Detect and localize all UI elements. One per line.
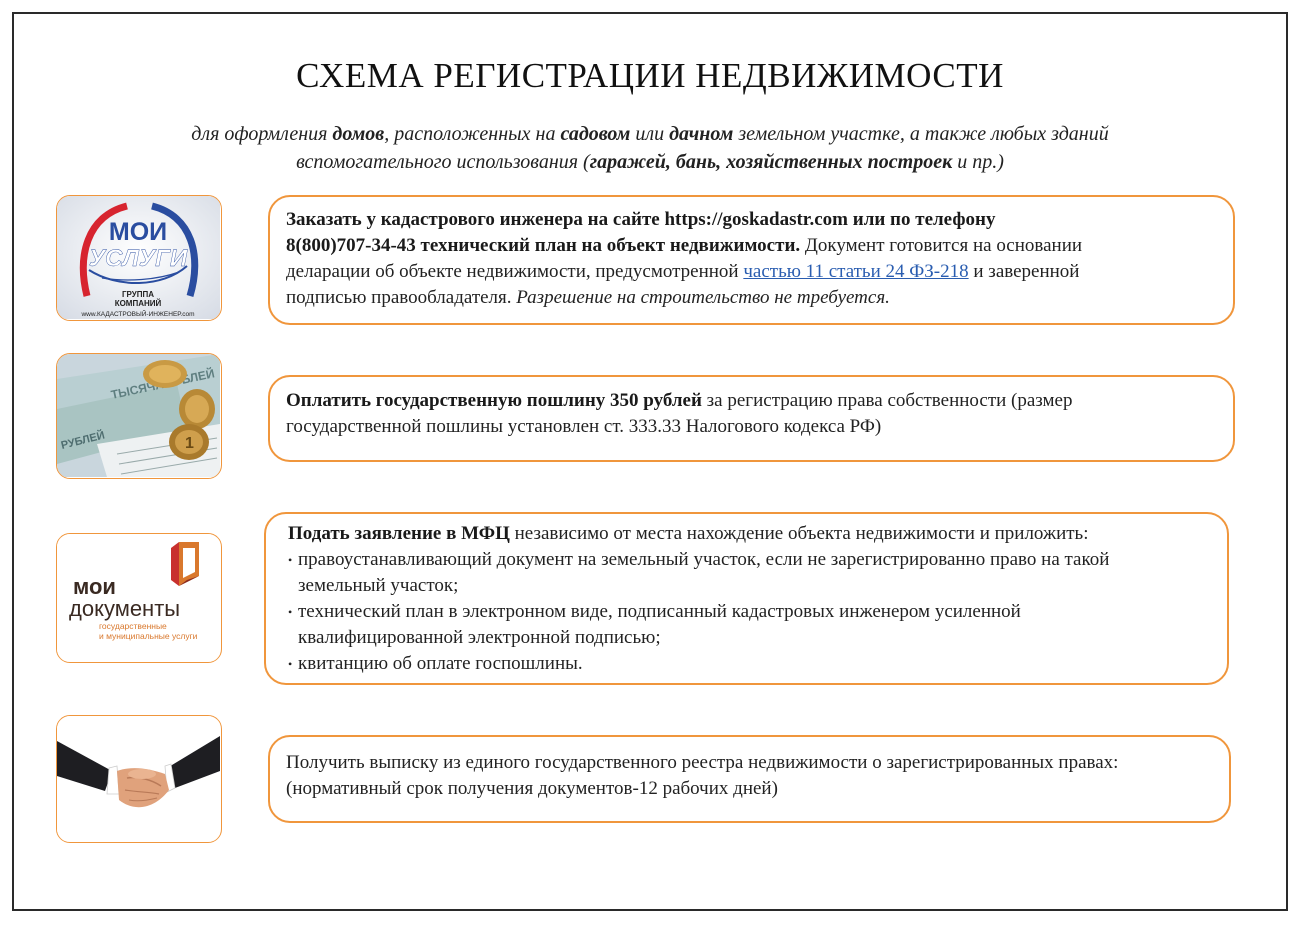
step-2-card: Оплатить государственную пошлину 350 рублей за регистрацию права собственности (размер государственной пошлины установлен ст. 333.33 Налогового кодекса РФ) <box>268 375 1235 462</box>
page-title: СХЕМА РЕГИСТРАЦИИ НЕДВИЖИМОСТИ <box>296 56 1004 95</box>
list-item: • квитанцию об оплате госпошлины. <box>288 653 583 674</box>
step-1-card: Заказать у кадастрового инженера на сайте https://goskadastr.com или по телефону 8(800)707-34-43 технический план на объект недвижимости. Документ готовится на основании деларации об объекте недвижимости, предусмотренной частью 11 статьи 24 ФЗ-218 и заверенной подписью правообладателя. Разрешение на строительство не требуется. <box>268 195 1235 325</box>
banknote-text-2: РУБЛЕЙ <box>59 429 107 452</box>
step-4-card: Получить выписку из единого государственного реестра недвижимости о зарегистрированных правах: (нормативный срок получения документов-12 рабочих дней) <box>268 735 1231 823</box>
moi-uslugi-line1: МОИ <box>108 218 168 246</box>
moi-dokumenty-line1: мои <box>73 574 116 599</box>
law-link[interactable]: частью 11 статьи 24 ФЗ-218 <box>743 261 969 282</box>
money-photo <box>56 353 222 479</box>
moi-uslugi-logo <box>56 195 222 321</box>
moi-dokumenty-line4: и муниципальные услуги <box>99 631 198 641</box>
coin-digit: 1 <box>185 435 194 452</box>
moi-uslugi-url: www.КАДАСТРОВЫЙ-ИНЖЕНЕР.com <box>81 311 195 318</box>
moi-dokumenty-line2: документы <box>69 596 181 621</box>
moi-dokumenty-line3: государственные <box>99 621 167 631</box>
list-item: • технический план в электронном виде, подписанный кадастровых инженером усиленной квалифицированной электронной подписью; <box>288 601 1021 648</box>
moi-dokumenty-logo <box>56 533 222 663</box>
moi-uslugi-line4: КОМПАНИЙ <box>114 299 162 308</box>
page-subtitle: для оформления домов, расположенных на садовом или дачном земельном участке, а также любых зданий вспомогательного использования (гаражей, бань, хозяйственных построек и пр.) <box>191 123 1109 173</box>
moi-uslugi-line3: ГРУППА <box>121 290 155 299</box>
handshake-photo <box>56 715 222 843</box>
list-item: • правоустанавливающий документ на земельный участок, если не зарегистрированно право на такой земельный участок; <box>288 549 1110 596</box>
banknote-text: ТЫСЯЧА РУБЛЕЙ <box>109 366 216 402</box>
step-3-card: Подать заявление в МФЦ независимо от места нахождение объекта недвижимости и приложить: • правоустанавливающий документ на земельный участок, если не зарегистрированно право на такой земельный участок; • технический план в электронном виде, подписанный кадастровых инженером усиленной квалифицированной электронной подписью; • квитанцию об оплате госпошлины. <box>264 512 1229 685</box>
moi-uslugi-line2: УСЛУГИ <box>88 245 188 272</box>
